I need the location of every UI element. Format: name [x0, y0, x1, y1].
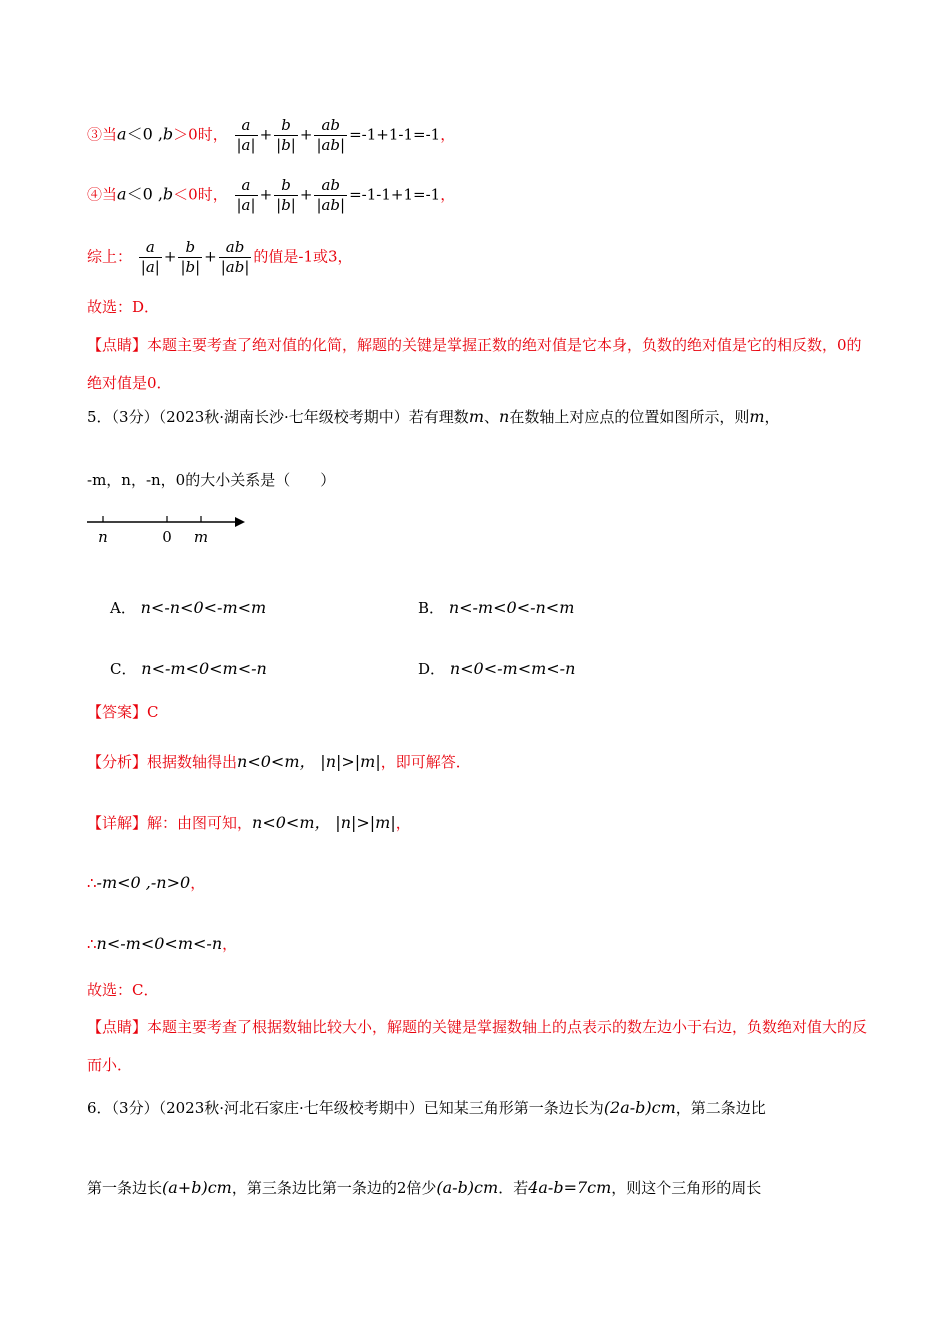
case3-fraction-2: $\frac{b}{|b|}$ — [276, 116, 296, 154]
option-d[interactable] — [418, 658, 575, 679]
q5-comma: ， — [764, 408, 780, 426]
q6-expr1: (2a-b)cm — [603, 1098, 676, 1117]
case3-tail: ， — [440, 125, 456, 144]
option-c-text: n<-m<0<m<-n — [141, 659, 267, 678]
option-b[interactable] — [418, 597, 574, 618]
case4-fraction-1: $\frac{a}{|a|}$ — [236, 176, 256, 214]
case4-tail: ， — [440, 185, 456, 204]
detail-end: ， — [395, 814, 411, 832]
option-d-text: n<0<-m<m<-n — [449, 659, 576, 678]
option-a-text: n<-n<0<-m<m — [140, 598, 267, 617]
therefore-icon: ∴ — [87, 874, 97, 892]
q5-mid: 在数轴上对应点的位置如图所示，则 — [509, 408, 750, 426]
case4-plus-1: + — [259, 185, 273, 204]
step2-end: ， — [222, 935, 238, 953]
case3-fraction-3: $\frac{ab}{|ab|}$ — [316, 116, 346, 154]
number-line-arrow-icon — [235, 517, 245, 527]
q6-line2-c: ．若 — [498, 1179, 529, 1197]
case3-plus-1: + — [259, 125, 273, 144]
q5-step1 — [87, 875, 205, 891]
detail-math: n<0<m， — [252, 813, 331, 832]
case4-cond-rel2: ＜0时， — [173, 185, 228, 204]
summary-fraction-1: $\frac{a}{|a|}$ — [140, 238, 160, 276]
detail-tag: 【详解】 — [87, 814, 148, 832]
q5-var-n: n — [499, 407, 510, 426]
case4-marker: ④当 — [87, 185, 118, 204]
q5-answer — [87, 705, 159, 720]
step2-math: n<-m<0<m<-n — [96, 934, 223, 953]
option-d-label: D． — [418, 660, 446, 678]
step1-math: -m<0 ,-n>0 — [96, 873, 191, 892]
q6-expr4: 4a-b=7cm — [528, 1178, 612, 1197]
q4-comment: 【点睛】本题主要考查了绝对值的化简，解题的关键是掌握正数的绝对值是它本身，负数的绝对值是它的相反数，0的绝对值是0． — [87, 336, 862, 392]
summary-plus-1: + — [163, 247, 177, 266]
case3-marker: ③当 — [87, 125, 118, 144]
case3-cond-b: b — [162, 124, 174, 144]
analysis-math: n<0<m， — [237, 752, 316, 771]
q6-line2-a: 第一条边长 — [87, 1179, 163, 1197]
summary-fraction-2: $\frac{b}{|b|}$ — [180, 238, 201, 276]
detail-text: 解：由图可知， — [147, 814, 253, 832]
q6-stem-line1 — [87, 1100, 766, 1116]
q4-choice: 故选：D． — [87, 298, 160, 316]
analysis-tag: 【分析】 — [87, 753, 148, 771]
analysis-end: ，即可解答． — [380, 753, 471, 771]
q6-mid1: ，第二条边比 — [675, 1099, 766, 1117]
case4-plus-2: + — [299, 185, 313, 204]
summary-fraction-3: $\frac{ab}{|ab|}$ — [220, 238, 250, 276]
q5-stem-line1 — [87, 409, 780, 425]
tick-label-m: m — [193, 528, 209, 546]
q6-expr3: (a-b)cm — [436, 1178, 499, 1197]
q5-sep: 、 — [483, 408, 499, 426]
summary-suffix: 的值是-1或3， — [253, 247, 353, 266]
case3-cond-rel2: ＞0时， — [173, 125, 228, 144]
option-b-text: n<-m<0<-n<m — [448, 598, 575, 617]
q5-step2 — [87, 936, 237, 952]
case4-cond-b: b — [162, 184, 174, 204]
q6-expr2: (a+b)cm — [162, 1178, 232, 1197]
q5-choice: 故选：C． — [87, 981, 159, 999]
summary-line — [87, 240, 353, 275]
case3-fraction-1: $\frac{a}{|a|}$ — [236, 116, 256, 154]
analysis-abs: |n|>|m| — [320, 752, 381, 771]
case3-result: =-1+1-1=-1 — [349, 125, 441, 144]
case3-plus-2: + — [299, 125, 313, 144]
tick-label-n: n — [98, 528, 108, 546]
tick-label-0: 0 — [162, 528, 172, 546]
summary-plus-2: + — [204, 247, 217, 266]
case4-cond-rel1: ＜0 , — [126, 184, 163, 204]
q6-head: 6．（3分）（2023秋·河北石家庄·七年级校考期中）已知某三角形第一条边长为 — [87, 1099, 604, 1117]
q5-detail — [87, 815, 411, 831]
therefore-icon: ∴ — [87, 935, 97, 953]
case4-fraction-3: $\frac{ab}{|ab|}$ — [316, 176, 346, 214]
case3-line — [87, 118, 455, 153]
q6-stem-line2 — [87, 1180, 761, 1196]
answer-tag: 【答案】 — [87, 703, 148, 721]
case4-result: =-1-1+1=-1 — [349, 185, 441, 204]
q6-line2-d: ，则这个三角形的周长 — [611, 1179, 762, 1197]
step1-end: ， — [190, 874, 206, 892]
answer-value: C — [147, 703, 159, 721]
q5-var-m2: m — [749, 407, 765, 426]
option-c[interactable] — [110, 658, 267, 679]
q5-comment: 【点睛】本题主要考查了根据数轴比较大小，解题的关键是掌握数轴上的点表示的数左边小于右边，负数绝对值大的反而小． — [87, 1018, 868, 1074]
case3-cond-rel1: ＜0 , — [126, 124, 163, 144]
option-c-label: C． — [110, 660, 137, 678]
q6-line2-b: ，第三条边比第一条边的2倍少 — [231, 1179, 437, 1197]
option-b-label: B． — [418, 599, 445, 617]
option-a-label: A． — [110, 599, 136, 617]
number-line-figure — [87, 512, 257, 552]
summary-prefix: 综上： — [87, 247, 133, 266]
q5-head: 5．（3分）（2023秋·湖南长沙·七年级校考期中）若有理数 — [87, 408, 469, 426]
case3-cond-a: a — [117, 124, 127, 144]
case4-cond-a: a — [117, 184, 127, 204]
option-a[interactable] — [110, 597, 266, 618]
analysis-text: 根据数轴得出 — [147, 753, 238, 771]
q5-var-m: m — [468, 407, 484, 426]
detail-abs: |n|>|m| — [335, 813, 396, 832]
q5-stem-line2: -m，n，-n，0的大小关系是（ ） — [87, 471, 336, 489]
case4-line — [87, 178, 455, 213]
case4-fraction-2: $\frac{b}{|b|}$ — [276, 176, 296, 214]
q5-analysis — [87, 754, 471, 770]
